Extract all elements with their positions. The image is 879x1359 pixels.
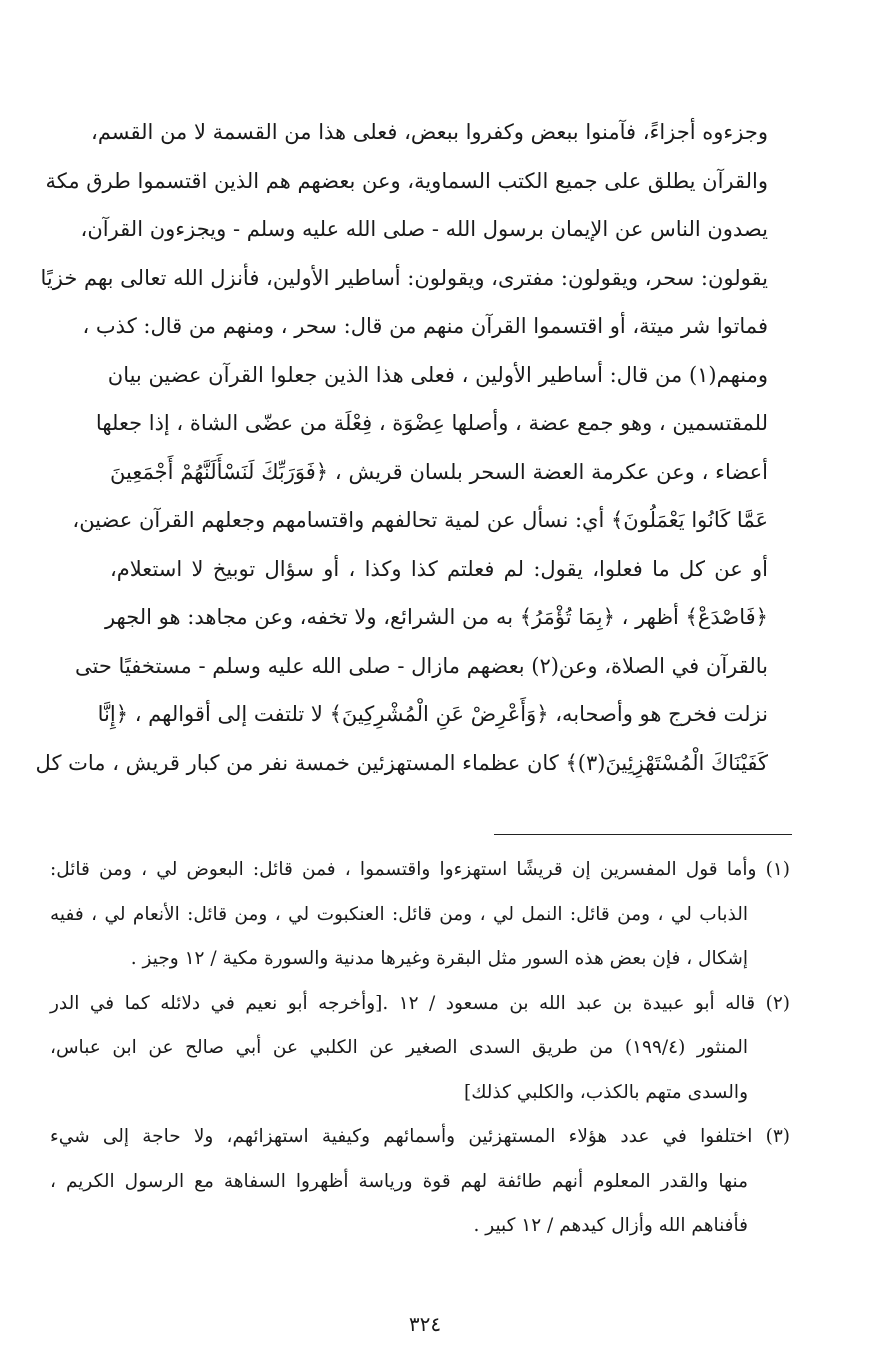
text-line: ومنهم(١) من قال: أساطير الأولين ، فعلى هذا الذين جعلوا القرآن عضين بيان	[107, 362, 768, 387]
text-line: فماتوا شر ميتة، أو اقتسموا القرآن منهم من قال: سحر ، ومنهم من قال: كذب ،	[82, 314, 768, 338]
text-line: للمقتسمين ، وهو جمع عضة ، وأصلها عِضْوَة ، فِعْلَة من عضّى الشاة ، إذا جعلها	[95, 411, 768, 435]
footnote-line: (٢) قاله أبو عبيدة بن عبد الله بن مسعود / ١٢ .[وأخرجه أبو نعيم في دلائله كما في الدر	[50, 992, 790, 1014]
text-line: يصدون الناس عن الإيمان برسول الله - صلى الله عليه وسلم - ويجزءون القرآن،	[80, 217, 768, 241]
footnote-line: منها والقدر المعلوم أنهم طائفة لهم قوة ورياسة أظهروا السفاهة مع الرسول الكريم ،	[50, 1170, 748, 1192]
text-line: أو عن كل ما فعلوا، يقول: لم فعلتم كذا وكذا ، أو سؤال توبيخ لا استعلام،	[110, 556, 768, 581]
footnote-1	[50, 848, 790, 982]
footnote-line: فأفناهم الله وأزال كيدهم / ١٢ كبير .	[473, 1215, 748, 1236]
text-line: يقولون: سحر، ويقولون: مفترى، ويقولون: أساطير الأولين، فأنزل الله تعالى بهم خزيًا	[40, 265, 768, 290]
footnote-line: إشكال ، فإن بعض هذه السور مثل البقرة وغيرها مدنية والسورة مكية / ١٢ وجيز .	[130, 948, 748, 969]
text-line: نزلت فخرج هو وأصحابه، ﴿وَأَعْرِضْ عَنِ الْمُشْرِكِينَ﴾ لا تلتفت إلى أقوالهم ، ﴿إِنَّا	[97, 702, 768, 726]
page-number: ٣٢٤	[408, 1312, 442, 1336]
footnote-line: المنثور (١٩٩/٤) من طريق السدى الصغير عن الكلبي عن أبي صالح عن ابن عباس،	[50, 1037, 748, 1058]
footnote-3	[50, 1115, 790, 1249]
footnotes-block	[50, 848, 790, 1249]
footnote-line: الذباب لي ، ومن قائل: النمل لي ، ومن قائل: العنكبوت لي ، ومن قائل: الأنعام لي ، ففيه	[50, 903, 748, 925]
text-line: والقرآن يطلق على جميع الكتب السماوية، وعن بعضهم هم الذين اقتسموا طرق مكة	[45, 168, 768, 193]
text-line: ﴿فَاصْدَعْ﴾ أظهر ، ﴿بِمَا تُؤْمَرُ﴾ به من الشرائع، ولا تخفه، وعن مجاهد: هو الجهر	[104, 605, 768, 629]
footnote-separator	[494, 834, 792, 835]
footnote-line: والسدى متهم بالكذب، والكلبي كذلك]	[463, 1081, 748, 1103]
footnote-line: (١) وأما قول المفسرين إن قريشًا استهزءوا واقتسموا ، فمن قائل: البعوض لي ، ومن قائل:	[50, 859, 790, 880]
text-line: أعضاء ، وعن عكرمة العضة السحر بلسان قريش ، ﴿فَوَرَبِّكَ لَنَسْأَلَنَّهُمْ أَجْمَعِينَ	[110, 459, 768, 484]
main-text-block	[35, 108, 768, 787]
footnote-2	[50, 982, 790, 1116]
footnote-line: (٣) اختلفوا في عدد هؤلاء المستهزئين وأسمائهم وكيفية استهزائهم، ولا حاجة إلى شيء	[50, 1126, 790, 1147]
text-line: بالقرآن في الصلاة، وعن(٢) بعضهم مازال - صلى الله عليه وسلم - مستخفيًا حتى	[75, 653, 768, 678]
text-line: وجزءوه أجزاءً، فآمنوا ببعض وكفروا ببعض، فعلى هذا من القسمة لا من القسم،	[91, 120, 768, 144]
text-line: كَفَيْنَاكَ الْمُسْتَهْزِئِينَ(٣)﴾ كان عظماء المستهزئين خمسة نفر من كبار قريش ، مات كل	[35, 750, 768, 775]
text-line: عَمَّا كَانُوا يَعْمَلُونَ﴾ أي: نسأل عن لمية تحالفهم واقتسامهم وجعلهم القرآن عضين،	[72, 508, 768, 532]
